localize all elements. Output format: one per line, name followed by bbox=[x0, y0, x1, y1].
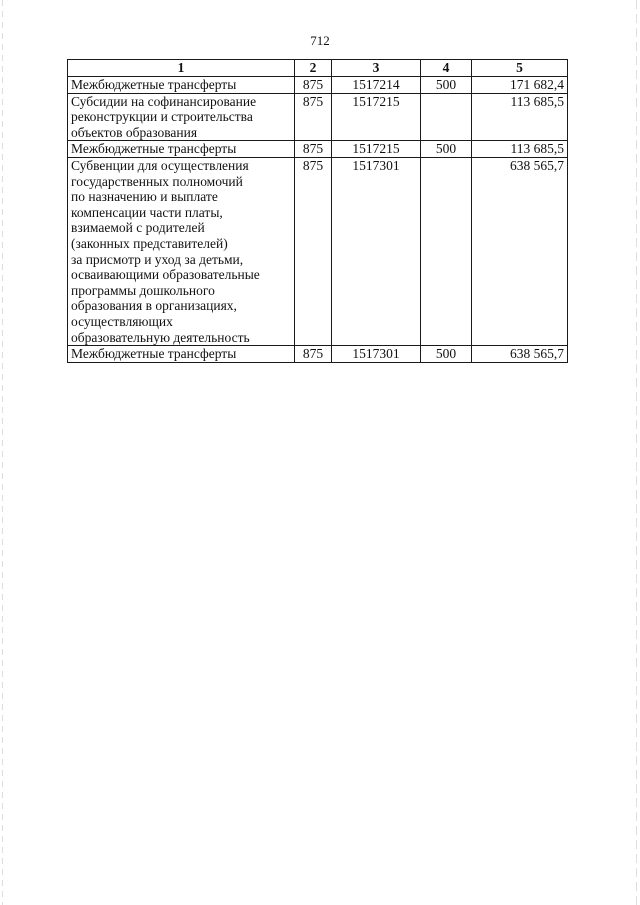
row-name-cell bbox=[68, 77, 295, 94]
header-cell-3: 3 bbox=[332, 60, 421, 77]
row-name-line: за присмотр и уход за детьми, bbox=[71, 251, 244, 267]
table-body bbox=[68, 77, 568, 363]
row-amount-cell: 638 565,7 bbox=[472, 157, 568, 345]
row-type-cell: 500 bbox=[421, 346, 472, 363]
row-name-line: образования в организациях, bbox=[71, 298, 237, 314]
row-name-line: государственных полномочий bbox=[71, 173, 243, 189]
row-type-cell: 500 bbox=[421, 77, 472, 94]
row-code-cell: 875 bbox=[295, 77, 332, 94]
row-type-cell bbox=[421, 93, 472, 141]
header-row bbox=[68, 60, 568, 77]
row-amount-cell: 113 685,5 bbox=[472, 141, 568, 158]
budget-table bbox=[67, 59, 568, 363]
row-code-cell: 875 bbox=[295, 157, 332, 345]
row-name-line: объектов образования bbox=[71, 124, 198, 140]
row-name-cell bbox=[68, 157, 295, 345]
row-code-cell: 875 bbox=[295, 141, 332, 158]
row-name-line: Субсидии на софинансирование bbox=[71, 93, 257, 109]
row-article-cell: 1517301 bbox=[332, 346, 421, 363]
table-row bbox=[68, 93, 568, 141]
row-name-line: программы дошкольного bbox=[71, 282, 215, 298]
row-name-cell bbox=[68, 141, 295, 158]
row-name-cell bbox=[68, 93, 295, 141]
row-article-cell: 1517214 bbox=[332, 77, 421, 94]
table-row bbox=[68, 157, 568, 345]
table-row bbox=[68, 77, 568, 94]
row-name-line: по назначению и выплате bbox=[71, 189, 218, 205]
row-amount-cell: 113 685,5 bbox=[472, 93, 568, 141]
table-header bbox=[68, 60, 568, 77]
header-cell-4: 4 bbox=[421, 60, 472, 77]
page-number: 712 bbox=[310, 33, 330, 48]
scan-edge-left bbox=[2, 0, 3, 905]
header-cell-1: 1 bbox=[68, 60, 295, 77]
row-article-cell: 1517215 bbox=[332, 141, 421, 158]
row-name-line: (законных представителей) bbox=[71, 235, 228, 251]
header-cell-5: 5 bbox=[472, 60, 568, 77]
row-code-cell: 875 bbox=[295, 346, 332, 363]
table-row bbox=[68, 141, 568, 158]
row-type-cell: 500 bbox=[421, 141, 472, 158]
table-row bbox=[68, 346, 568, 363]
row-amount-cell: 171 682,4 bbox=[472, 77, 568, 94]
row-article-cell: 1517215 bbox=[332, 93, 421, 141]
row-name-line: компенсации части платы, bbox=[71, 204, 223, 220]
row-name-line: осваивающими образовательные bbox=[71, 267, 260, 283]
row-amount-cell: 638 565,7 bbox=[472, 346, 568, 363]
row-name-line: взимаемой с родителей bbox=[71, 220, 205, 236]
row-name-line: Межбюджетные трансферты bbox=[71, 346, 237, 362]
scan-edge-right bbox=[636, 0, 637, 905]
row-article-cell: 1517301 bbox=[332, 157, 421, 345]
header-cell-2: 2 bbox=[295, 60, 332, 77]
row-name-line: осуществляющих bbox=[71, 313, 173, 329]
row-name-line: Субвенции для осуществления bbox=[71, 157, 249, 173]
row-code-cell: 875 bbox=[295, 93, 332, 141]
row-name-cell bbox=[68, 346, 295, 363]
row-name-line: образовательную деятельность bbox=[71, 329, 250, 345]
row-name-line: Межбюджетные трансферты bbox=[71, 141, 237, 157]
row-type-cell bbox=[421, 157, 472, 345]
row-name-line: Межбюджетные трансферты bbox=[71, 77, 237, 92]
row-name-line: реконструкции и строительства bbox=[71, 109, 253, 125]
